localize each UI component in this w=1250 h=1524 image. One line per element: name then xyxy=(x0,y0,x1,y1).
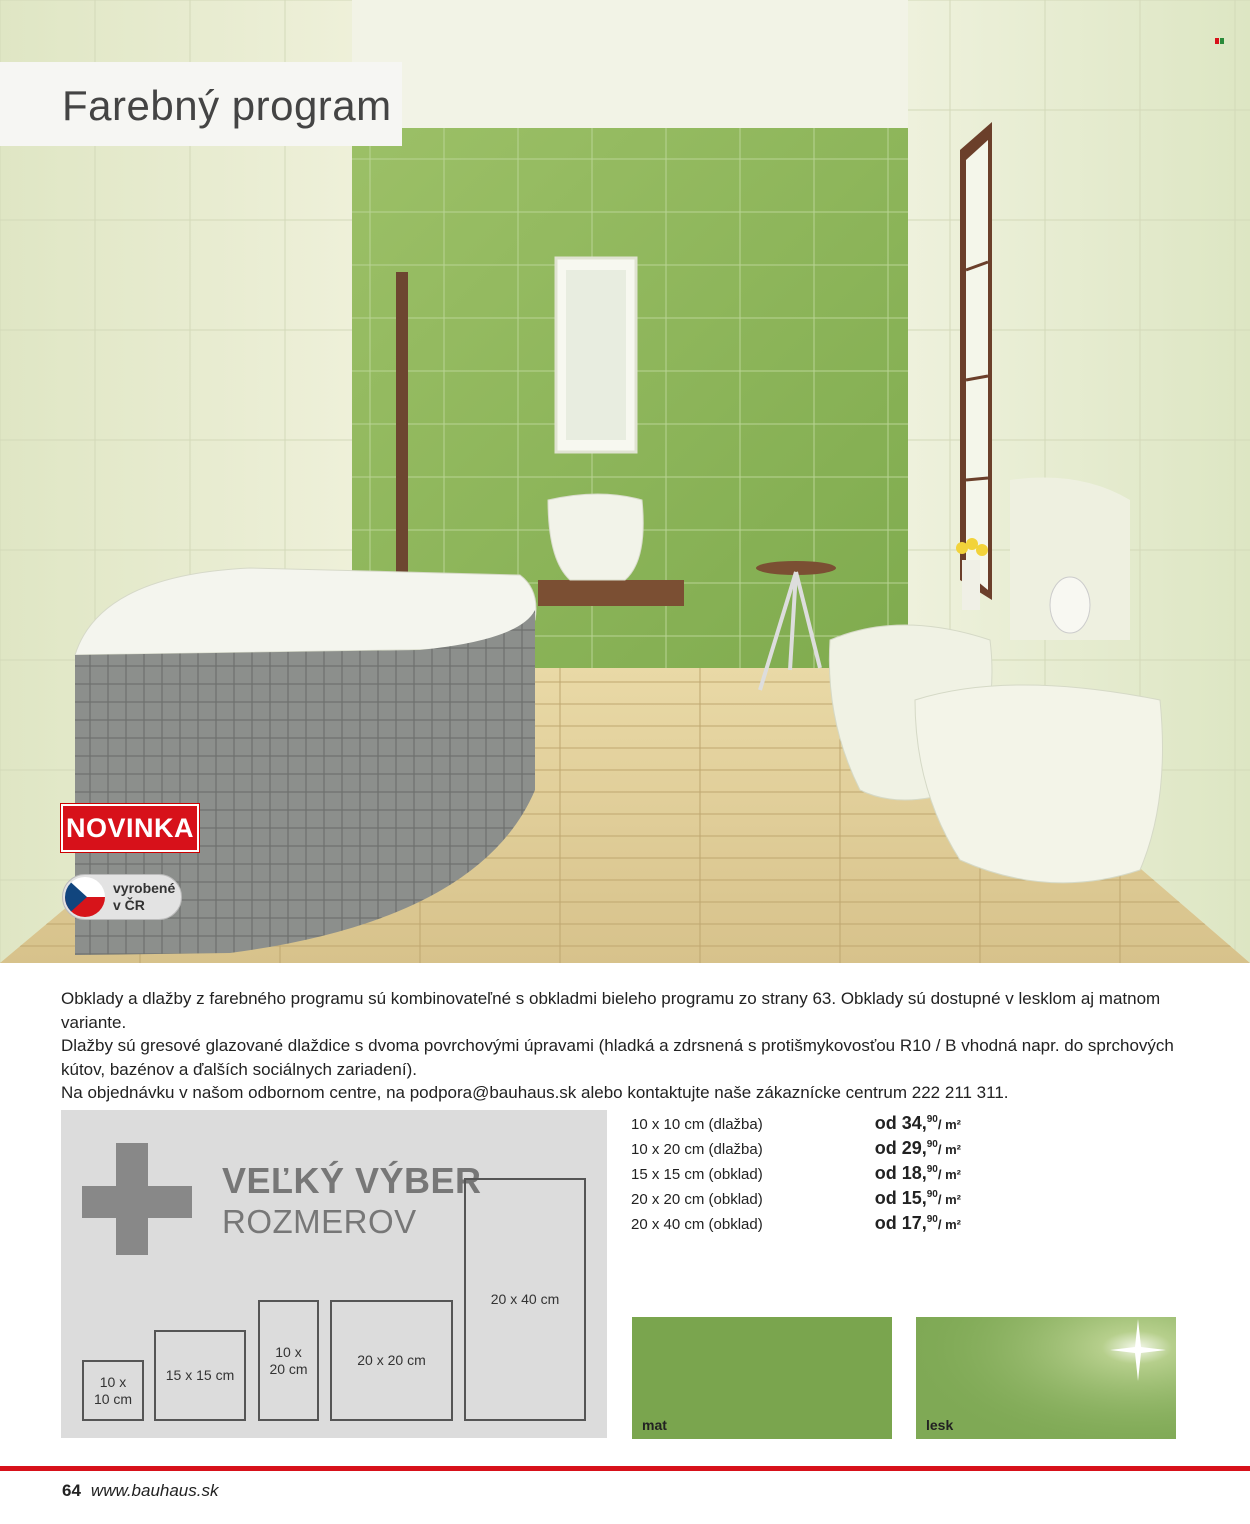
title-banner xyxy=(0,62,402,146)
price-size-label: 20 x 40 cm (obklad) xyxy=(631,1216,763,1233)
price-value: od 29,90/ m² xyxy=(874,1138,961,1158)
sizes-subheading: ROZMEROV xyxy=(222,1203,417,1240)
size-box-20x40: 20 x 40 cm xyxy=(464,1178,586,1421)
new-badge: NOVINKA xyxy=(61,804,199,852)
price-row xyxy=(631,1113,961,1138)
price-value: od 34,90/ m² xyxy=(874,1113,961,1133)
size-box-10x10: 10 x 10 cm xyxy=(82,1360,144,1421)
intro-paragraph: Na objednávku v našom odbornom centre, na podpora@bauhaus.sk alebo kontaktujte naše zákaznícke centrum 222 211 311. xyxy=(61,1083,1009,1102)
footer-rule xyxy=(0,1466,1250,1471)
swatch-label: mat xyxy=(642,1417,667,1433)
swatch-gloss xyxy=(916,1317,1176,1439)
price-row xyxy=(631,1188,961,1213)
page-title: Farebný program xyxy=(62,82,392,129)
intro-paragraph: Obklady a dlažby z farebného programu sú kombinovateľné s obkladmi bieleho programu zo strany 63. Obklady sú dostupné v lesklom aj matnom variante. xyxy=(61,989,1161,1032)
price-value: od 18,90/ m² xyxy=(874,1163,961,1183)
footer xyxy=(62,1481,219,1501)
price-value: od 17,90/ m² xyxy=(874,1213,961,1233)
price-size-label: 20 x 20 cm (obklad) xyxy=(631,1191,763,1208)
made-in-label: vyrobené v ČR xyxy=(113,880,176,913)
price-row xyxy=(631,1138,961,1163)
sizes-heading: VEĽKÝ VÝBER xyxy=(222,1160,482,1201)
page-number: 64 xyxy=(62,1481,81,1500)
sparkle-icon xyxy=(916,1317,1176,1439)
intro-text xyxy=(61,987,1201,1105)
swatch-matte xyxy=(632,1317,892,1439)
website-link[interactable]: www.bauhaus.sk xyxy=(90,1481,219,1500)
price-row xyxy=(631,1213,961,1238)
swatch-label: lesk xyxy=(926,1417,954,1433)
size-box-10x20: 10 x 20 cm xyxy=(258,1300,319,1421)
price-size-label: 10 x 10 cm (dlažba) xyxy=(631,1116,763,1133)
price-row xyxy=(631,1163,961,1188)
size-box-20x20: 20 x 20 cm xyxy=(330,1300,453,1421)
made-in-cz-badge xyxy=(62,874,182,920)
price-size-label: 15 x 15 cm (obklad) xyxy=(631,1166,763,1183)
corner-mark-icon xyxy=(1215,31,1225,37)
size-box-15x15: 15 x 15 cm xyxy=(154,1330,246,1421)
czech-flag-icon xyxy=(65,877,105,917)
price-size-label: 10 x 20 cm (dlažba) xyxy=(631,1141,763,1158)
plus-icon-bar xyxy=(82,1186,192,1218)
price-value: od 15,90/ m² xyxy=(874,1188,961,1208)
price-list xyxy=(631,1113,961,1238)
intro-paragraph: Dlažby sú gresové glazované dlaždice s dvoma povrchovými úpravami (hladká a zdrsnená s protišmykovosťou R10 / B vhodná napr. do sprchových kútov, bazénov a ďalších sociálnych zariadení). xyxy=(61,1036,1174,1079)
